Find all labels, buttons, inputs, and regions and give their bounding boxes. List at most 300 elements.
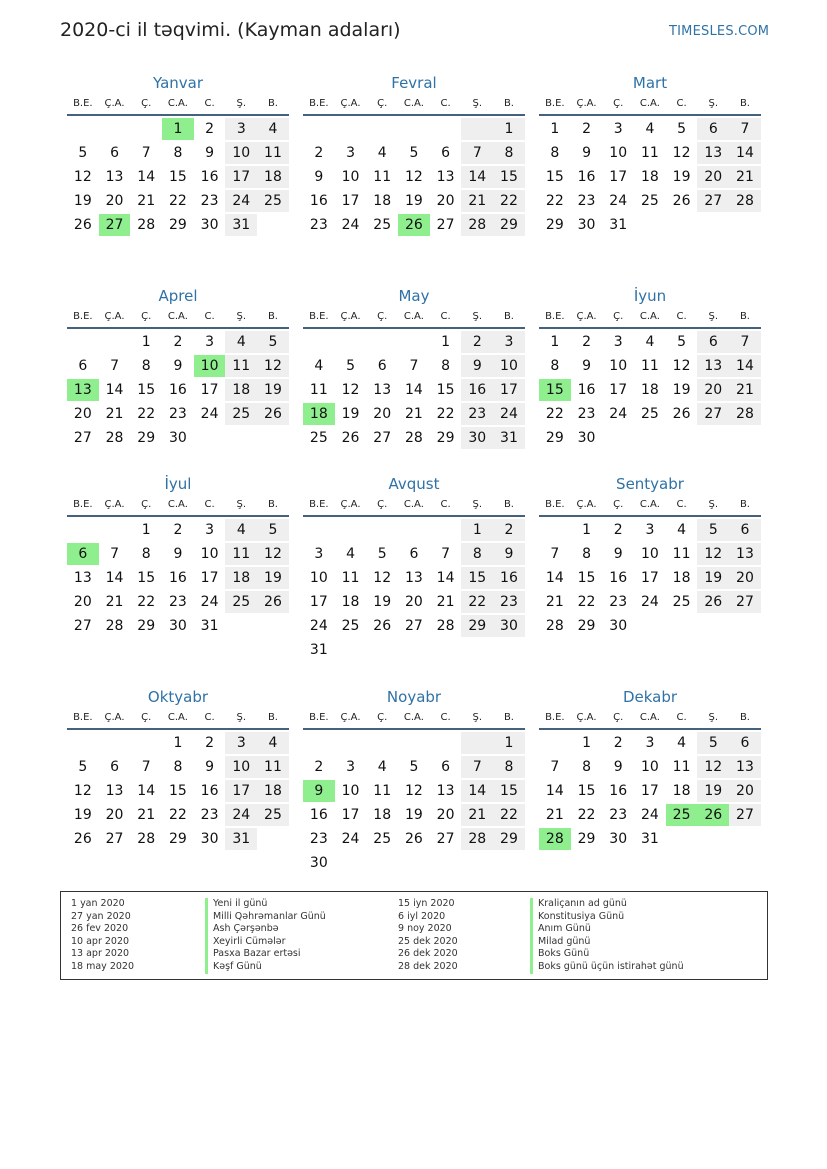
day-cell: 13 (105, 783, 124, 799)
day-cell: 10 (200, 546, 219, 562)
empty-cell (634, 214, 666, 236)
day-cell: 23 (309, 831, 328, 847)
day-cell: 14 (105, 570, 124, 586)
weekday-label: C. (204, 311, 215, 322)
day-cell: 12 (73, 169, 92, 185)
day-cell: 6 (377, 358, 387, 374)
month-name: Mart (632, 74, 668, 92)
month-name: Sentyabr (616, 475, 684, 493)
weekday-label: B. (739, 98, 750, 109)
day-cell: 30 (577, 430, 596, 446)
day-cell: 19 (257, 567, 289, 589)
day-cell: 4 (225, 331, 257, 353)
day-cell: 16 (461, 379, 493, 401)
weekday-label: B.E. (73, 98, 93, 109)
day-cell: 26 (398, 214, 430, 236)
day-cell: 25 (672, 594, 691, 610)
day-grid (67, 517, 289, 639)
day-cell: 5 (409, 759, 419, 775)
day-cell: 15 (168, 169, 187, 185)
day-cell: 19 (73, 193, 92, 209)
legend-holiday-name: Kəşf Günü (205, 961, 326, 974)
day-cell: 1 (141, 522, 151, 538)
weekday-label: Ş. (708, 499, 719, 510)
day-cell: 30 (200, 217, 219, 233)
empty-cell (335, 519, 367, 541)
day-cell: 8 (550, 358, 560, 374)
month-calendar (303, 285, 525, 451)
day-cell: 31 (309, 642, 328, 658)
weekday-label: B. (739, 311, 750, 322)
legend-holiday-name: Milad günü (530, 936, 684, 949)
day-cell: 17 (309, 594, 328, 610)
day-cell: 15 (493, 166, 525, 188)
empty-cell (697, 214, 729, 236)
day-cell: 19 (672, 169, 691, 185)
day-grid (303, 329, 525, 451)
weekday-label: B.E. (73, 712, 93, 723)
day-cell: 7 (550, 759, 560, 775)
day-cell: 4 (257, 118, 289, 140)
day-cell: 15 (577, 570, 596, 586)
day-cell: 4 (346, 546, 355, 562)
day-cell: 25 (373, 831, 392, 847)
day-cell: 9 (461, 355, 493, 377)
weekday-label: C.A. (403, 712, 424, 723)
legend-date: 9 noy 2020 (398, 923, 452, 935)
day-cell: 29 (137, 430, 156, 446)
day-cell: 7 (409, 358, 419, 374)
day-cell: 7 (461, 756, 493, 778)
day-cell: 5 (697, 732, 729, 754)
empty-cell (257, 214, 289, 236)
day-cell: 31 (493, 427, 525, 449)
day-cell: 3 (645, 522, 655, 538)
weekday-label: B. (267, 311, 278, 322)
weekday-label: Ç.A. (104, 98, 125, 109)
day-cell: 8 (173, 759, 183, 775)
empty-cell (430, 639, 462, 661)
day-cell: 18 (225, 567, 257, 589)
empty-cell (493, 639, 525, 661)
weekday-label: B. (739, 499, 750, 510)
day-cell: 9 (582, 358, 591, 374)
empty-cell (67, 331, 99, 353)
day-cell: 25 (225, 403, 257, 425)
weekday-label: Ç.A. (576, 311, 597, 322)
day-cell: 17 (225, 780, 257, 802)
legend-date: 28 dek 2020 (398, 960, 458, 972)
day-cell: 3 (314, 546, 324, 562)
day-cell: 3 (346, 145, 355, 161)
empty-cell (729, 427, 761, 449)
weekday-label: C.A. (639, 311, 660, 322)
day-cell: 17 (493, 379, 525, 401)
day-cell: 1 (550, 334, 560, 350)
day-cell: 30 (609, 618, 628, 634)
day-cell: 26 (672, 193, 691, 209)
month-calendar (539, 72, 761, 238)
day-cell: 24 (640, 594, 659, 610)
weekday-label: Ç. (613, 311, 624, 322)
day-cell: 19 (341, 406, 360, 422)
empty-cell (430, 118, 462, 140)
empty-cell (67, 519, 99, 541)
day-cell: 24 (225, 804, 257, 826)
day-cell: 4 (645, 334, 655, 350)
legend-name-column (530, 898, 684, 974)
day-cell: 30 (168, 430, 187, 446)
day-cell: 1 (173, 735, 183, 751)
day-cell: 3 (205, 334, 215, 350)
day-cell: 26 (404, 831, 423, 847)
day-grid (67, 116, 289, 238)
day-cell: 24 (341, 217, 360, 233)
day-cell: 27 (697, 190, 729, 212)
empty-cell (303, 519, 335, 541)
day-cell: 25 (257, 804, 289, 826)
day-grid (67, 730, 289, 852)
day-cell: 5 (409, 145, 419, 161)
day-cell: 11 (225, 543, 257, 565)
weekday-label: Ç.A. (340, 712, 361, 723)
day-cell: 7 (110, 546, 119, 562)
day-cell: 5 (346, 358, 355, 374)
day-cell: 24 (609, 406, 628, 422)
day-cell: 3 (613, 334, 623, 350)
weekday-header (539, 495, 761, 517)
day-cell: 21 (545, 594, 564, 610)
day-cell: 15 (539, 379, 571, 401)
day-grid (539, 329, 761, 451)
weekday-label: Ş. (472, 98, 483, 109)
legend-date-column (71, 898, 134, 974)
day-cell: 27 (697, 403, 729, 425)
legend-date: 25 dek 2020 (398, 935, 458, 947)
day-cell: 13 (404, 570, 423, 586)
day-cell: 8 (493, 142, 525, 164)
weekday-header (539, 94, 761, 116)
month-name: Noyabr (386, 688, 442, 706)
day-cell: 27 (99, 214, 131, 236)
weekday-label: C. (440, 311, 451, 322)
day-cell: 8 (550, 145, 560, 161)
day-cell: 1 (550, 121, 560, 137)
legend-holiday-name: Boks günü üçün istirahət günü (530, 961, 684, 974)
day-cell: 10 (640, 546, 659, 562)
day-cell: 28 (137, 831, 156, 847)
empty-cell (257, 828, 289, 850)
weekday-label: C. (204, 712, 215, 723)
day-cell: 22 (577, 807, 596, 823)
day-cell: 9 (493, 543, 525, 565)
day-cell: 19 (697, 567, 729, 589)
day-cell: 10 (609, 145, 628, 161)
empty-cell (225, 615, 257, 637)
day-cell: 27 (73, 618, 92, 634)
weekday-label: Ç.A. (104, 499, 125, 510)
day-cell: 3 (346, 759, 355, 775)
weekday-label: B. (503, 98, 514, 109)
month-name: Fevral (391, 74, 437, 92)
day-cell: 19 (404, 807, 423, 823)
day-cell: 13 (729, 543, 761, 565)
weekday-header (539, 307, 761, 329)
day-cell: 9 (173, 358, 183, 374)
empty-cell (303, 331, 335, 353)
weekday-label: C. (676, 98, 687, 109)
day-cell: 7 (729, 118, 761, 140)
legend-holiday-name: Xeyirli Cümələr (205, 936, 326, 949)
day-cell: 27 (436, 831, 455, 847)
empty-cell (539, 519, 571, 541)
weekday-label: B.E. (545, 311, 565, 322)
day-cell: 10 (341, 169, 360, 185)
day-cell: 15 (168, 783, 187, 799)
month-name: May (398, 287, 430, 305)
empty-cell (666, 214, 698, 236)
weekday-label: B.E. (73, 499, 93, 510)
day-cell: 27 (729, 804, 761, 826)
day-cell: 11 (373, 783, 392, 799)
weekday-label: C. (440, 712, 451, 723)
day-cell: 28 (105, 618, 124, 634)
day-cell: 11 (672, 759, 691, 775)
day-cell: 25 (373, 217, 392, 233)
month-name: İyul (164, 475, 192, 493)
day-cell: 1 (461, 519, 493, 541)
day-cell: 27 (73, 430, 92, 446)
empty-cell (539, 732, 571, 754)
day-cell: 25 (341, 618, 360, 634)
weekday-label: B. (267, 712, 278, 723)
weekday-header (303, 307, 525, 329)
day-cell: 4 (677, 522, 687, 538)
day-cell: 25 (640, 193, 659, 209)
empty-cell (366, 118, 398, 140)
day-cell: 11 (257, 142, 289, 164)
day-cell: 3 (225, 732, 257, 754)
day-cell: 25 (666, 804, 698, 826)
day-cell: 16 (309, 193, 328, 209)
day-cell: 13 (373, 382, 392, 398)
empty-cell (335, 732, 367, 754)
day-cell: 31 (200, 618, 219, 634)
day-cell: 11 (257, 756, 289, 778)
day-cell: 27 (436, 217, 455, 233)
weekday-header (67, 307, 289, 329)
day-grid (303, 116, 525, 238)
day-cell: 15 (461, 567, 493, 589)
day-cell: 2 (461, 331, 493, 353)
day-cell: 26 (73, 831, 92, 847)
legend-date: 6 iyl 2020 (398, 910, 446, 922)
day-cell: 29 (577, 618, 596, 634)
day-cell: 2 (205, 735, 215, 751)
month-name: Dekabr (622, 688, 678, 706)
day-grid (303, 517, 525, 663)
weekday-label: B. (267, 499, 278, 510)
day-cell: 6 (729, 732, 761, 754)
weekday-label: Ş. (708, 98, 719, 109)
day-cell: 9 (205, 759, 215, 775)
day-cell: 16 (309, 807, 328, 823)
empty-cell (335, 118, 367, 140)
day-cell: 27 (729, 591, 761, 613)
day-cell: 28 (461, 214, 493, 236)
day-cell: 24 (200, 594, 219, 610)
weekday-label: Ç.A. (104, 712, 125, 723)
empty-cell (697, 427, 729, 449)
day-cell: 1 (162, 118, 194, 140)
weekday-label: Ç. (613, 499, 624, 510)
day-cell: 21 (137, 807, 156, 823)
day-cell: 20 (697, 166, 729, 188)
day-cell: 20 (105, 193, 124, 209)
day-cell: 28 (105, 430, 124, 446)
weekday-label: C. (440, 499, 451, 510)
weekday-label: Ç. (377, 712, 388, 723)
month-calendar (539, 473, 761, 639)
empty-cell (493, 852, 525, 874)
day-cell: 18 (373, 807, 392, 823)
site-logo-link[interactable]: TIMESLES.COM (669, 24, 770, 39)
day-cell: 21 (436, 594, 455, 610)
weekday-label: Ç. (141, 712, 152, 723)
day-cell: 30 (200, 831, 219, 847)
legend-date: 10 apr 2020 (71, 935, 130, 947)
day-cell: 20 (105, 807, 124, 823)
empty-cell (366, 519, 398, 541)
weekday-label: B. (503, 499, 514, 510)
empty-cell (225, 427, 257, 449)
day-cell: 4 (677, 735, 687, 751)
day-cell: 9 (613, 759, 623, 775)
weekday-header (539, 708, 761, 730)
day-cell: 20 (436, 807, 455, 823)
empty-cell (666, 828, 698, 850)
day-cell: 1 (441, 334, 451, 350)
legend-date: 26 dek 2020 (398, 948, 458, 960)
empty-cell (335, 639, 367, 661)
day-cell: 14 (137, 169, 156, 185)
weekday-label: Ç. (613, 712, 624, 723)
day-cell: 17 (200, 382, 219, 398)
weekday-label: B. (739, 712, 750, 723)
empty-cell (366, 732, 398, 754)
weekday-label: Ç. (377, 98, 388, 109)
day-cell: 18 (672, 783, 691, 799)
day-cell: 2 (205, 121, 215, 137)
weekday-label: C. (676, 499, 687, 510)
day-cell: 26 (373, 618, 392, 634)
day-cell: 14 (105, 382, 124, 398)
empty-cell (67, 118, 99, 140)
day-cell: 24 (640, 807, 659, 823)
day-cell: 2 (613, 522, 623, 538)
month-calendar (539, 686, 761, 852)
day-cell: 2 (173, 334, 183, 350)
legend-date: 27 yan 2020 (71, 910, 131, 922)
weekday-label: B.E. (545, 98, 565, 109)
day-cell: 31 (609, 217, 628, 233)
empty-cell (666, 615, 698, 637)
day-cell: 28 (404, 430, 423, 446)
weekday-header (303, 94, 525, 116)
day-cell: 28 (545, 618, 564, 634)
month-calendar (67, 473, 289, 639)
day-grid (539, 730, 761, 852)
day-cell: 1 (141, 334, 151, 350)
day-cell: 13 (697, 355, 729, 377)
day-cell: 6 (67, 543, 99, 565)
weekday-label: Ç.A. (576, 712, 597, 723)
weekday-label: Ş. (236, 499, 247, 510)
day-cell: 5 (677, 121, 687, 137)
day-cell: 8 (141, 358, 151, 374)
month-calendar (67, 686, 289, 852)
day-cell: 5 (697, 519, 729, 541)
day-cell: 18 (225, 379, 257, 401)
empty-cell (303, 732, 335, 754)
weekday-label: Ş. (708, 712, 719, 723)
day-cell: 21 (545, 807, 564, 823)
legend-date-column (398, 898, 458, 974)
day-cell: 5 (78, 759, 88, 775)
day-cell: 9 (613, 546, 623, 562)
day-cell: 13 (73, 570, 92, 586)
weekday-label: Ç.A. (104, 311, 125, 322)
day-cell: 10 (225, 142, 257, 164)
day-cell: 10 (640, 759, 659, 775)
day-cell: 3 (645, 735, 655, 751)
day-cell: 21 (404, 406, 423, 422)
weekday-label: C. (676, 712, 687, 723)
day-cell: 22 (168, 807, 187, 823)
day-cell: 4 (257, 732, 289, 754)
empty-cell (194, 427, 226, 449)
day-cell: 13 (105, 169, 124, 185)
empty-cell (335, 852, 367, 874)
empty-cell (335, 331, 367, 353)
month-calendar (539, 285, 761, 451)
day-cell: 17 (225, 166, 257, 188)
month-name: Oktyabr (147, 688, 209, 706)
empty-cell (729, 828, 761, 850)
day-cell: 7 (110, 358, 119, 374)
weekday-label: Ş. (472, 712, 483, 723)
day-cell: 16 (168, 570, 187, 586)
day-cell: 26 (697, 591, 729, 613)
month-name: İyun (633, 287, 667, 305)
day-cell: 23 (609, 807, 628, 823)
day-cell: 23 (461, 403, 493, 425)
day-cell: 22 (545, 193, 564, 209)
day-cell: 20 (729, 567, 761, 589)
day-cell: 5 (78, 145, 88, 161)
day-cell: 18 (257, 780, 289, 802)
day-cell: 1 (582, 735, 591, 751)
weekday-label: C.A. (639, 98, 660, 109)
day-cell: 10 (225, 756, 257, 778)
day-cell: 11 (225, 355, 257, 377)
day-cell: 18 (640, 169, 659, 185)
weekday-label: Ş. (708, 311, 719, 322)
day-cell: 20 (404, 594, 423, 610)
weekday-label: C.A. (403, 311, 424, 322)
day-cell: 25 (225, 591, 257, 613)
weekday-label: C. (440, 98, 451, 109)
